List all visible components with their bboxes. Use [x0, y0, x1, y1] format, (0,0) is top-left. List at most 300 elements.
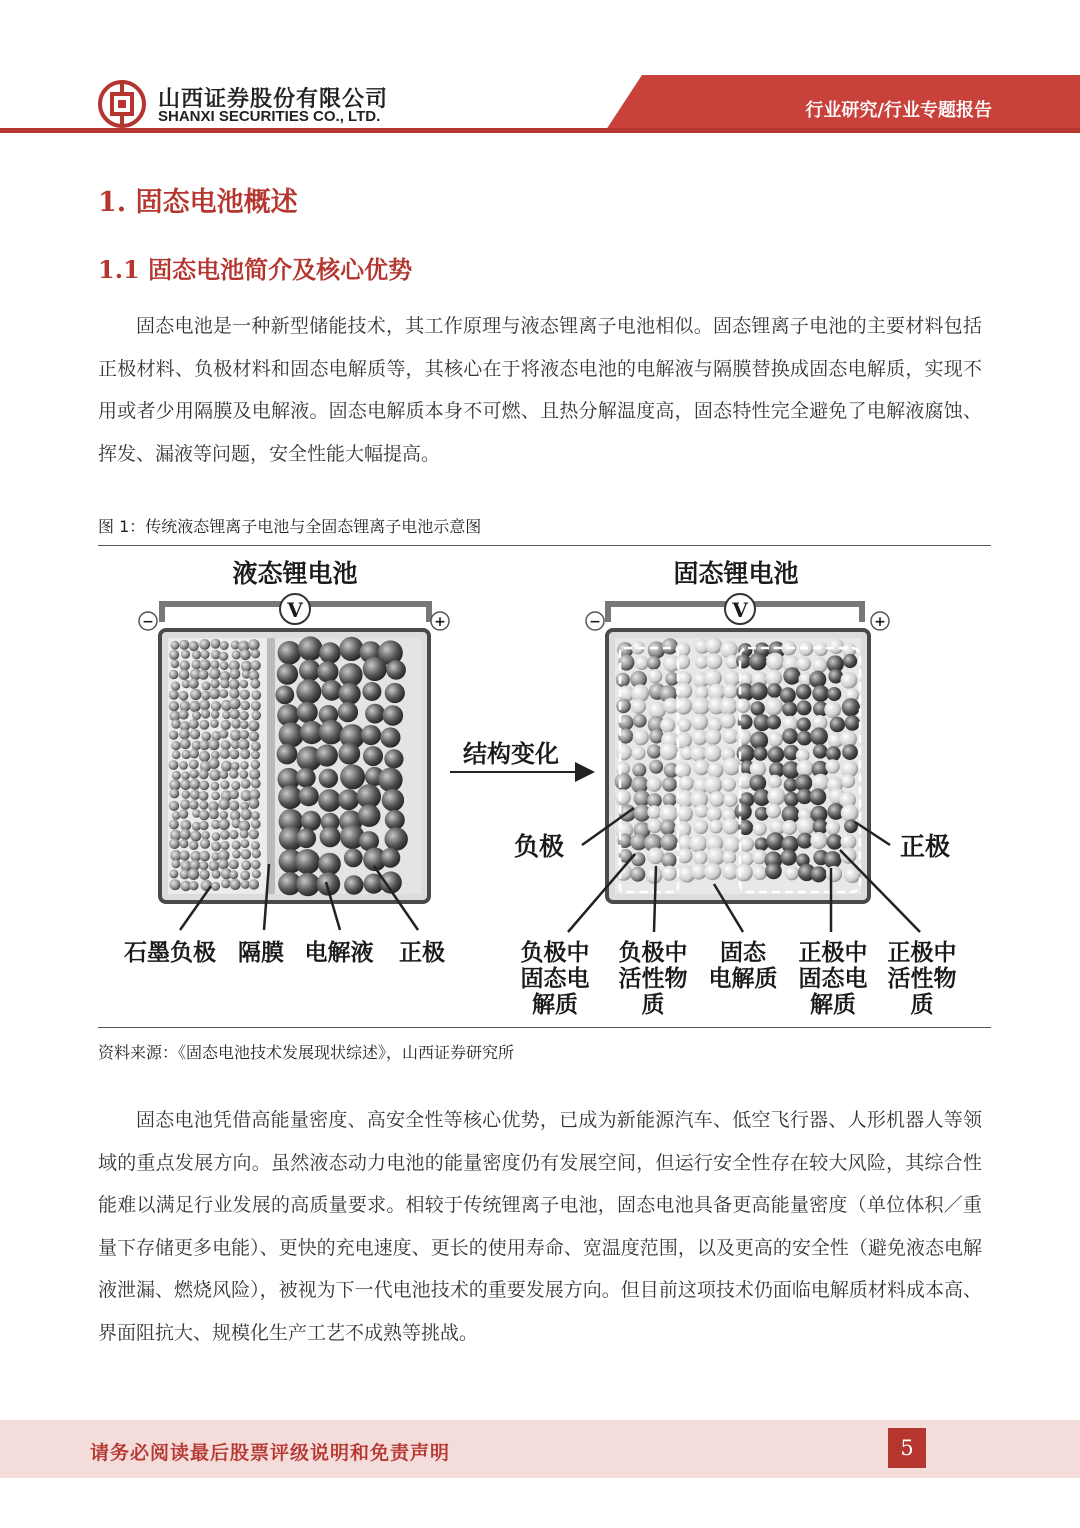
particle — [229, 830, 238, 839]
particle — [706, 653, 722, 669]
particle — [812, 685, 829, 702]
particle — [797, 731, 812, 746]
particle — [296, 873, 320, 897]
page-header — [0, 0, 1080, 140]
particle — [248, 720, 259, 731]
particle — [704, 863, 721, 880]
particle — [211, 842, 221, 852]
particle — [211, 751, 220, 760]
particle — [752, 849, 767, 864]
svg-text:负极中: 负极中 — [520, 939, 590, 966]
particle — [189, 749, 199, 759]
figure-bottom-rule — [98, 1027, 991, 1028]
particle — [339, 683, 361, 705]
particle — [378, 768, 402, 792]
particle — [635, 656, 649, 670]
particle — [647, 847, 664, 864]
particle — [189, 841, 198, 850]
figure-source: 资料来源：《固态电池技术发展现状综述》，山西证券研究所 — [98, 1043, 515, 1062]
particle — [340, 764, 365, 789]
particle — [240, 761, 249, 770]
particle — [210, 719, 219, 728]
particle — [201, 831, 210, 840]
particle — [221, 879, 231, 889]
particle — [380, 727, 400, 747]
particle — [660, 718, 675, 733]
liquid-volt-label: V — [287, 598, 303, 622]
particle — [169, 839, 180, 850]
label-anode-solid-electrolyte — [521, 939, 590, 1018]
particle — [827, 687, 841, 701]
particle — [199, 639, 210, 650]
particle — [735, 864, 753, 882]
particle — [199, 801, 208, 810]
particle — [720, 713, 735, 728]
particle — [647, 656, 661, 670]
particle — [809, 671, 826, 688]
particle — [229, 698, 240, 709]
body-paragraph-1: 固态电池是一种新型储能技术，其工作原理与液态锂离子电池相似。固态锂离子电池的主要材料包括正极材料、负极材料和固态电解质等，其核心在于将液态电池的电解液与隔膜替换成固态电解质，实现不用或者少用隔膜及电解液。固态电解质本身不可燃、且热分解温度高，固态特性完全避免了电解液腐蚀、挥发、漏液等问题，安全性能大幅提高。 — [98, 315, 982, 465]
particle — [231, 719, 241, 729]
particle — [740, 852, 754, 866]
particle — [189, 719, 199, 729]
particle — [843, 654, 857, 668]
particle — [179, 809, 188, 818]
particle — [251, 690, 261, 700]
particle — [301, 811, 321, 831]
particle — [180, 839, 189, 848]
particle — [319, 769, 338, 788]
particle — [830, 717, 845, 732]
particle — [736, 654, 751, 669]
particle — [219, 770, 228, 779]
particle — [767, 683, 782, 698]
particle — [381, 848, 401, 868]
particle — [338, 743, 360, 765]
particle — [180, 799, 190, 809]
particle — [199, 851, 210, 862]
particle — [240, 749, 250, 759]
solid-plus: + — [874, 614, 886, 630]
particle — [241, 860, 251, 870]
particle — [240, 711, 249, 720]
particle — [221, 720, 231, 730]
particle — [765, 698, 783, 716]
particle — [200, 839, 210, 849]
particle — [251, 751, 260, 760]
particle — [796, 684, 812, 700]
particle — [238, 739, 249, 750]
particle — [661, 853, 676, 868]
particle — [179, 669, 190, 680]
particle — [845, 715, 860, 730]
particle — [780, 687, 796, 703]
particle — [199, 720, 209, 730]
particle — [363, 746, 383, 766]
particle — [251, 741, 261, 751]
particle — [229, 790, 239, 800]
particle — [279, 722, 304, 747]
particle — [199, 780, 209, 790]
particle — [704, 669, 721, 686]
particle — [615, 773, 632, 790]
particle — [707, 847, 725, 865]
svg-text:活性物: 活性物 — [618, 965, 688, 992]
particle — [169, 869, 178, 878]
particle — [365, 704, 385, 724]
particle — [212, 832, 221, 841]
particle — [189, 881, 198, 890]
particle — [829, 639, 844, 654]
particle — [199, 821, 208, 830]
particle — [172, 750, 181, 759]
particle — [797, 717, 811, 731]
page-number: 5 — [888, 1428, 926, 1468]
particle — [647, 744, 661, 758]
solid-battery-title: 固态锂电池 — [673, 559, 799, 588]
particle — [318, 853, 341, 876]
particle — [385, 683, 405, 703]
particle — [720, 698, 737, 715]
particle — [361, 725, 381, 745]
particle — [662, 866, 677, 881]
particle — [662, 777, 677, 792]
particle — [813, 744, 828, 759]
particle — [240, 720, 249, 729]
disclaimer-link[interactable]: 请务必阅读最后股票评级说明和免责声明 — [90, 1442, 451, 1464]
particle — [190, 769, 199, 778]
particle — [230, 879, 241, 890]
particle — [660, 742, 678, 760]
label-cathode: 正极 — [399, 939, 445, 966]
particle — [295, 849, 320, 874]
particle — [722, 818, 739, 835]
particle — [189, 679, 199, 689]
particle — [766, 804, 781, 819]
particle — [382, 789, 404, 811]
particle — [169, 820, 179, 830]
particle — [220, 641, 229, 650]
particle — [171, 741, 180, 750]
particle — [172, 811, 181, 820]
particle — [826, 821, 840, 835]
particle — [220, 749, 230, 759]
particle — [825, 759, 839, 773]
particle — [169, 701, 179, 711]
particle — [180, 779, 191, 790]
particle — [753, 866, 767, 880]
particle — [797, 656, 812, 671]
particle — [749, 653, 767, 671]
particle — [240, 690, 250, 700]
particle — [189, 701, 200, 712]
particle — [189, 641, 199, 651]
particle — [840, 834, 856, 850]
particle — [251, 811, 260, 820]
particle — [229, 688, 239, 698]
particle — [200, 659, 211, 670]
particle — [318, 789, 341, 812]
particle — [180, 850, 190, 860]
figure-caption: 图 1：传统液态锂离子电池与全固态锂离子电池示意图 — [98, 517, 482, 536]
particle — [755, 837, 769, 851]
header-divider — [0, 128, 1080, 133]
particle — [179, 761, 188, 770]
particle — [750, 701, 764, 715]
particle — [241, 880, 250, 889]
svg-text:电解质: 电解质 — [708, 965, 778, 992]
particle — [230, 709, 240, 719]
particle — [616, 699, 631, 714]
particle — [766, 832, 784, 850]
particle — [766, 653, 784, 671]
particle — [824, 701, 841, 718]
solid-minus: − — [589, 614, 601, 630]
particle — [179, 710, 189, 720]
particle — [785, 866, 800, 881]
particle — [383, 705, 404, 726]
particle — [222, 711, 231, 720]
particle — [841, 672, 858, 689]
particle — [180, 660, 190, 670]
particle — [180, 739, 191, 750]
particle — [249, 769, 260, 780]
label-graphite-anode: 石墨负极 — [124, 939, 216, 966]
particle — [344, 875, 363, 894]
particle — [251, 841, 260, 850]
particle — [229, 801, 239, 811]
particle — [841, 774, 855, 788]
particle — [385, 827, 408, 850]
particle — [201, 650, 210, 659]
particle — [182, 750, 191, 759]
label-cathode-solid-electrolyte — [799, 939, 868, 1018]
particle — [647, 777, 662, 792]
particle — [709, 791, 725, 807]
particle — [220, 661, 229, 670]
particle — [169, 670, 179, 680]
svg-text:质: 质 — [910, 991, 934, 1018]
particle — [211, 650, 221, 660]
particle — [229, 860, 239, 870]
particle — [827, 834, 843, 850]
particle — [189, 760, 199, 770]
particle — [780, 849, 796, 865]
particle — [812, 774, 829, 791]
particle — [241, 839, 250, 848]
particle — [384, 749, 403, 768]
particle — [209, 861, 220, 872]
particle — [219, 689, 228, 698]
particle — [767, 787, 785, 805]
particle — [190, 729, 200, 739]
particle — [768, 775, 782, 789]
particle — [209, 668, 220, 679]
particle — [229, 870, 238, 879]
particle — [201, 880, 212, 891]
particle — [723, 684, 738, 699]
particle — [842, 698, 860, 716]
particle — [169, 801, 179, 811]
particle — [220, 679, 230, 689]
particle — [171, 641, 180, 650]
particle — [180, 829, 191, 840]
particle — [172, 860, 181, 869]
particle — [704, 744, 721, 761]
svg-text:正极中: 正极中 — [887, 939, 957, 966]
particle — [229, 749, 239, 759]
particle — [709, 820, 723, 834]
particle — [277, 663, 298, 684]
particle — [319, 720, 344, 745]
particle — [278, 641, 302, 665]
particle — [252, 849, 261, 858]
particle — [241, 779, 251, 789]
svg-text:解质: 解质 — [810, 991, 856, 1018]
particle — [705, 637, 722, 654]
particle — [842, 744, 858, 760]
particle — [218, 859, 228, 869]
liquid-plus: + — [434, 614, 446, 630]
section-title: 1. 固态电池概述 — [98, 187, 298, 218]
particle — [691, 714, 708, 731]
particle — [277, 744, 298, 765]
particle — [181, 790, 190, 799]
particle — [689, 835, 707, 853]
particle — [199, 700, 210, 711]
svg-text:负极中: 负极中 — [618, 939, 688, 966]
arrow-label: 结构变化 — [463, 739, 559, 768]
particle — [647, 805, 661, 819]
particle — [232, 841, 241, 850]
particle — [810, 788, 827, 805]
particle — [753, 822, 767, 836]
particle — [211, 791, 220, 800]
particle — [221, 761, 232, 772]
particle — [240, 830, 249, 839]
solid-battery — [514, 559, 957, 1018]
particle — [278, 785, 302, 809]
particle — [633, 729, 649, 745]
particle — [199, 810, 209, 820]
particle — [171, 682, 180, 691]
particle — [211, 782, 220, 791]
particle — [169, 650, 179, 660]
particle — [249, 879, 259, 889]
label-anode-active-material — [619, 939, 688, 1018]
particle — [797, 760, 814, 777]
particle — [765, 863, 782, 880]
particle — [199, 769, 209, 779]
particle — [188, 869, 199, 880]
svg-text:活性物: 活性物 — [887, 965, 957, 992]
particle — [181, 650, 190, 659]
particle — [616, 673, 630, 687]
particle — [662, 638, 678, 654]
particle — [320, 826, 341, 847]
particle — [782, 728, 798, 744]
particle — [251, 660, 261, 670]
particle — [319, 642, 340, 663]
particle — [736, 730, 751, 745]
particle — [723, 757, 741, 775]
particle — [275, 686, 294, 705]
particle — [199, 740, 209, 750]
particle — [169, 760, 179, 770]
particle — [782, 820, 797, 835]
particle — [179, 729, 190, 740]
particle — [358, 804, 381, 827]
particle — [169, 730, 178, 739]
particle — [704, 776, 722, 794]
figure-top-rule — [98, 545, 991, 546]
particle — [251, 760, 260, 769]
particle — [232, 650, 241, 659]
particle — [249, 731, 259, 741]
particle — [199, 870, 209, 880]
particle — [199, 791, 209, 801]
solid-volt-label: V — [732, 598, 748, 622]
particle — [219, 652, 228, 661]
particle — [209, 809, 219, 819]
label-cathode-active-material — [888, 939, 957, 1018]
particle — [297, 702, 318, 723]
particle — [812, 658, 827, 673]
particle — [210, 660, 219, 669]
particle — [693, 851, 707, 865]
particle — [633, 714, 647, 728]
particle — [248, 639, 259, 650]
particle — [181, 771, 190, 780]
particle — [211, 882, 220, 891]
particle — [706, 806, 721, 821]
particle — [722, 777, 736, 791]
particle — [190, 790, 200, 800]
particle — [824, 851, 841, 868]
particle — [826, 746, 841, 761]
particle — [615, 789, 631, 805]
particle — [251, 679, 261, 689]
particle — [232, 850, 241, 859]
particle — [768, 746, 784, 762]
company-logo-icon — [98, 80, 146, 128]
particle — [316, 744, 338, 766]
particle — [750, 682, 768, 700]
subsection-title: 1.1 固态电池简介及核心优势 — [98, 255, 413, 284]
particle — [211, 701, 221, 711]
particle — [220, 830, 230, 840]
particle — [339, 637, 363, 661]
particle — [251, 711, 261, 721]
label-electrolyte: 电解液 — [304, 939, 374, 966]
particle — [251, 649, 260, 658]
particle — [192, 711, 201, 720]
particle — [209, 758, 220, 769]
particle — [338, 789, 359, 810]
particle — [660, 819, 676, 835]
company-name-en: SHANXI SECURITIES CO., LTD. — [158, 108, 381, 125]
particle — [648, 669, 662, 683]
particle — [212, 870, 221, 879]
particle — [679, 776, 694, 791]
particle — [660, 833, 677, 850]
particle — [210, 679, 219, 688]
particle — [826, 866, 842, 882]
particle — [616, 744, 632, 760]
particle — [723, 793, 737, 807]
particle — [749, 775, 766, 792]
particle — [705, 729, 721, 745]
